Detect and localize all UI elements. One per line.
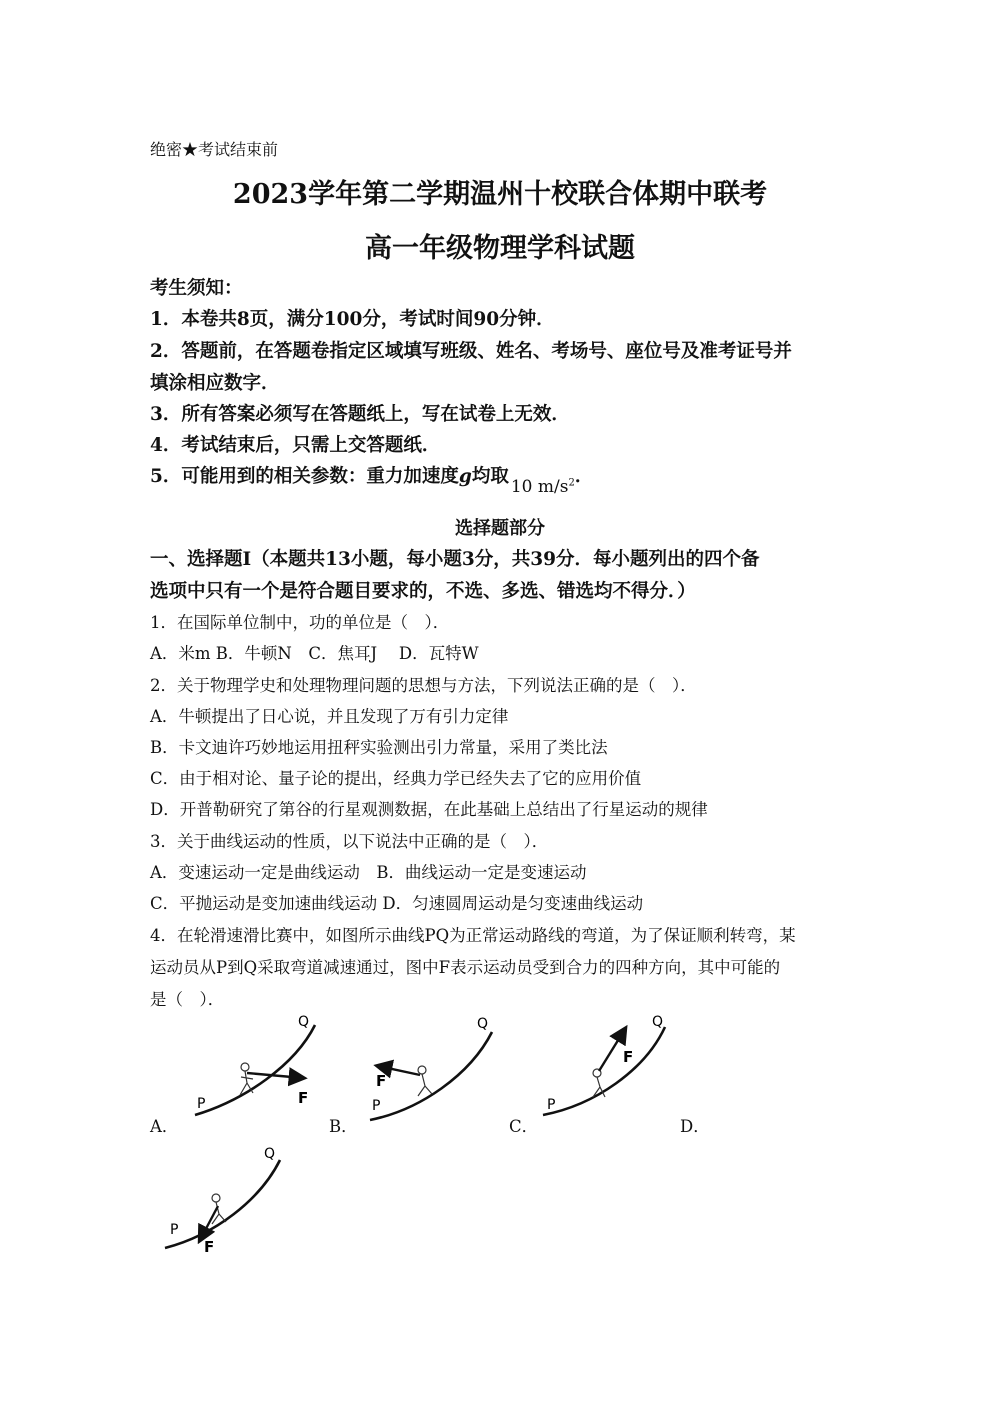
notice-item: 3．所有答案必须写在答题纸上，写在试卷上无效． (150, 404, 570, 425)
label-f: F (204, 1238, 215, 1256)
q2-option-c: C．由于相对论、量子论的提出，经典力学已经失去了它的应用价值 (150, 769, 642, 788)
label-f: F (623, 1048, 634, 1066)
q4-option-c-label: C． (509, 1117, 539, 1136)
skater-icon (241, 1063, 249, 1071)
q2-option-d: D．开普勒研究了第谷的行星观测数据，在此基础上总结出了行星运动的规律 (150, 800, 708, 819)
skater-icon (418, 1066, 426, 1074)
notice-item5-end: ． (574, 466, 594, 487)
label-p: P (197, 1096, 206, 1112)
q4-figure-b (360, 1010, 510, 1134)
exam-title: 2023学年第二学期温州十校联合体期中联考 (232, 179, 768, 210)
q4-figure-d (160, 1140, 310, 1264)
notice-heading: 考生须知： (150, 278, 243, 299)
q2-stem: 2．关于物理学史和处理物理问题的思想与方法，下列说法正确的是（ ）． (150, 676, 697, 695)
q2-option-a: A．牛顿提出了日心说，并且发现了万有引力定律 (150, 707, 509, 726)
q3-options-ab: A．变速运动一定是曲线运动 B．曲线运动一定是变速运动 (150, 863, 587, 882)
curve-path (165, 1160, 280, 1248)
label-p: P (170, 1222, 179, 1238)
skater-icon (212, 1194, 220, 1202)
q4-option-d-label: D． (680, 1117, 710, 1136)
q3-stem: 3．关于曲线运动的性质，以下说法中正确的是（ ）． (150, 832, 549, 851)
notice-item: 1．本卷共8页，满分100分，考试时间90分钟． (150, 309, 555, 330)
q4-figure-c (535, 1005, 685, 1129)
notice-item: 2．答题前，在答题卷指定区域填写班级、姓名、考场号、座位号及准考证号并 (150, 341, 792, 362)
q4-stem-line3: 是（ ）． (150, 990, 225, 1009)
notice-item5-prefix: 5．可能用到的相关参数：重力加速度 (150, 466, 459, 487)
q4-stem-line1: 4．在轮滑速滑比赛中，如图所示曲线PQ为正常运动路线的弯道，为了保证顺利转弯，某 (150, 926, 796, 945)
force-arrow (200, 1206, 218, 1240)
label-q: Q (264, 1146, 276, 1162)
notice-item-5 (150, 462, 594, 497)
curve-path (370, 1032, 492, 1120)
label-f: F (376, 1072, 387, 1090)
notice-item: 填涂相应数字． (150, 373, 280, 394)
q4-stem-line2: 运动员从P到Q采取弯道减速通过，图中F表示运动员受到合力的四种方向，其中可能的 (150, 958, 781, 977)
label-f: F (298, 1089, 309, 1107)
q1-stem: 1．在国际单位制中，功的单位是（ ）． (150, 613, 450, 632)
q4-figure-a (185, 1005, 335, 1129)
part1-instructions-line1: 一、选择题Ⅰ（本题共13小题，每小题3分，共39分．每小题列出的四个备 (150, 549, 760, 570)
curve-path (195, 1025, 315, 1115)
force-arrow (599, 1029, 625, 1071)
gravity-symbol: g (458, 466, 472, 487)
q3-options-cd: C．平抛运动是变加速曲线运动 D．匀速圆周运动是匀变速曲线运动 (150, 894, 644, 913)
gravity-unit (511, 477, 575, 497)
q1-options: A．米m B．牛顿N C．焦耳J D．瓦特W (150, 644, 479, 663)
notice-item5-mid: 均取 (471, 466, 509, 487)
label-p: P (372, 1098, 381, 1114)
q4-option-a-label: A． (150, 1117, 179, 1136)
curve-path (543, 1027, 665, 1115)
label-p: P (547, 1097, 556, 1113)
section-title: 选择题部分 (455, 518, 545, 539)
unit-exponent: 2 (568, 477, 575, 489)
q4-option-b-label: B． (329, 1117, 358, 1136)
confidential-label: 绝密★考试结束前 (150, 140, 279, 159)
skater-body (418, 1074, 432, 1096)
unit-text: 10 m/s (510, 477, 569, 497)
notice-item: 4．考试结束后，只需上交答题纸． (150, 435, 441, 456)
q2-option-b: B．卡文迪许巧妙地运用扭秤实验测出引力常量，采用了类比法 (150, 738, 608, 757)
part1-instructions-line2: 选项中只有一个是符合题目要求的，不选、多选、错选均不得分．） (150, 581, 696, 602)
label-q: Q (298, 1014, 310, 1030)
label-q: Q (652, 1014, 664, 1030)
exam-subtitle: 高一年级物理学科试题 (365, 233, 635, 264)
label-q: Q (477, 1016, 489, 1032)
